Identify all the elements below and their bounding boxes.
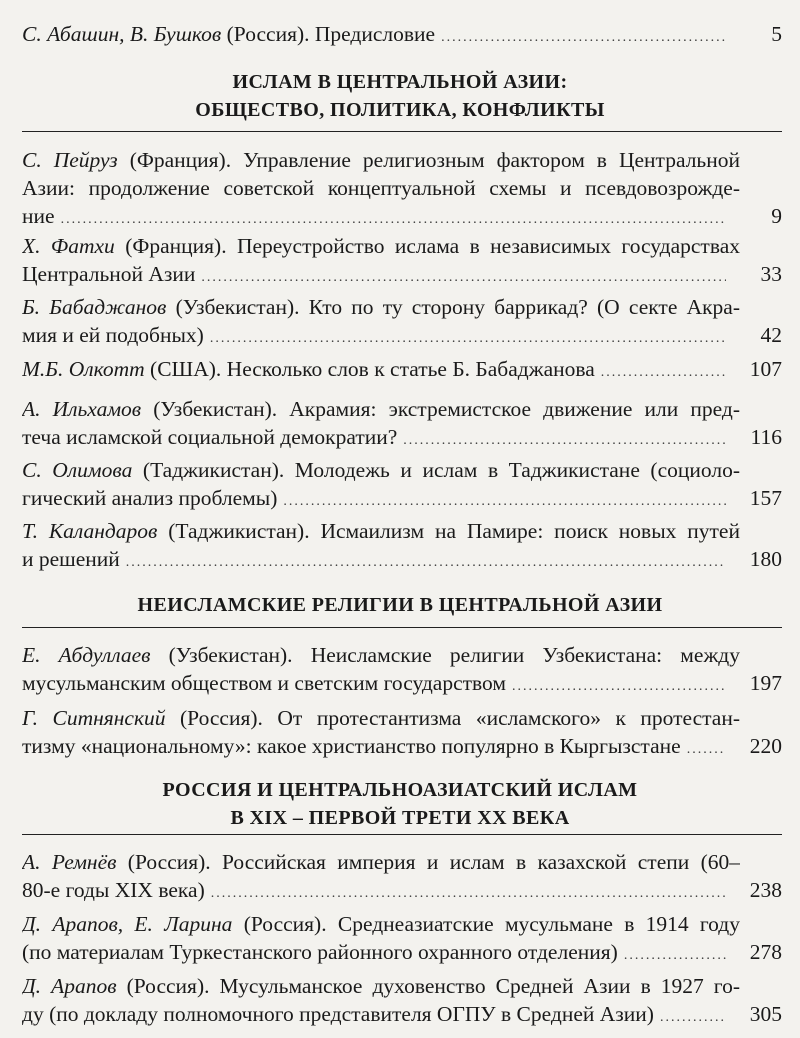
section-title-line2: В XIX – ПЕРВОЙ ТРЕТИ XX ВЕКА [230,807,570,829]
toc-entry [22,146,782,230]
dot-leader [441,24,726,48]
entry-title: (США). Несколько слов к статье Б. Бабаджанова [144,357,595,381]
dot-leader [687,736,726,760]
page-number: 305 [749,1002,782,1026]
section-title-line1: НЕИСЛАМСКИЕ РЕЛИГИИ В ЦЕНТРАЛЬНОЙ АЗИИ [137,594,663,616]
toc-line [22,355,782,383]
toc-line: гический анализ проблемы) ..... 157 [22,484,782,512]
page-number: 116 [750,425,782,449]
entry-title: (Франция). Управление религиозным фактором в Центральной [117,148,740,172]
page-number: 157 [749,486,782,510]
section-title-line1: РОССИЯ И ЦЕНТРАЛЬНОАЗИАТСКИЙ ИСЛАМ [162,779,638,801]
entry-author: Б. Бабаджанов [22,295,167,319]
entry-title: (Россия). Российская империя и ислам в казахской степи (60– [116,850,740,874]
toc-entry [22,910,782,966]
entry-author: Г. Ситнянский [22,706,166,730]
toc-line: и решений ..... 180 [22,545,782,573]
entry-author: М.Б. Олкотт [22,357,145,381]
entry-title: (Узбекистан). Неисламские религии Узбекистана: между [150,643,740,667]
entry-title: (Таджикистан). Исмаилизм на Памире: поиск новых путей [157,519,740,543]
toc-line: мия и ей подобных) ..... 42 [22,321,782,349]
toc-entry [22,972,782,1028]
toc-line [22,20,782,48]
toc-line: Азии: продолжение советской концептуальной схемы и псевдовозрожде- [22,176,740,200]
section-heading-islam [0,68,800,124]
toc-line: мусульманским обществом и светским государством ..... 197 [22,669,782,697]
toc-line: ду (по докладу полномочного представителя ОГПУ в Средней Азии) ..... 305 [22,1000,782,1028]
toc-line [22,641,740,669]
dot-leader [660,1004,726,1028]
toc-entry [22,395,782,451]
dot-leader [126,549,726,573]
dot-leader [210,325,726,349]
entry-author: А. Ильхамов [22,397,142,421]
entry-title: (Узбекистан). Акрамия: экстремистское движение или пред- [141,397,740,421]
entry-title: (Россия). Предисловие [221,22,436,46]
page-number: 5 [771,22,782,46]
dot-leader [512,673,726,697]
dot-leader [403,427,726,451]
toc-line [22,517,740,545]
dot-leader [61,206,726,230]
page-number: 278 [749,940,782,964]
entry-author: Д. Арапов [22,974,117,998]
dot-leader [601,359,726,383]
toc-line [22,395,740,423]
entry-author: С. Олимова [22,458,133,482]
entry-title: (Россия). Среднеазиатские мусульмане в 1914 году [232,912,740,936]
toc-line [22,232,740,260]
toc-line [22,146,740,174]
section-title-line2: ОБЩЕСТВО, ПОЛИТИКА, КОНФЛИКТЫ [195,99,605,121]
toc-line [22,910,740,938]
entry-author: Х. Фатхи [22,234,115,258]
page-number: 107 [749,357,782,381]
toc-line [22,972,740,1000]
toc-line: тизму «национальному»: какое христианство популярно в Кыргызстане ..... 220 [22,732,782,760]
toc-line [22,848,740,876]
toc-line [22,704,740,732]
page-number: 9 [771,204,782,228]
toc-entry [22,355,782,383]
page-number: 197 [749,671,782,695]
entry-author: С. Пейруз [22,148,118,172]
entry-title: (Россия). От протестантизма «исламского» к протестан- [165,706,740,730]
entry-author: Д. Арапов, Е. Ларина [22,912,233,936]
toc-line: 80-е годы XIX века) ..... 238 [22,876,782,904]
toc-entry [22,293,782,349]
page-number: 238 [749,878,782,902]
toc-entry [22,641,782,697]
dot-leader [624,942,726,966]
toc-line: теча исламской социальной демократии? ..... 116 [22,423,782,451]
section-heading-non-islamic [0,591,800,619]
section-divider [22,627,782,628]
entry-title: (Таджикистан). Молодежь и ислам в Таджикистане (социоло- [132,458,740,482]
toc-line: Центральной Азии ..... 33 [22,260,782,288]
toc-line [22,456,740,484]
page-number: 42 [760,323,782,347]
entry-title: (Франция). Переустройство ислама в независимых государствах [114,234,740,258]
section-heading-russia [0,776,800,832]
toc-entry [22,232,782,288]
entry-author: Т. Каландаров [22,519,158,543]
dot-leader [201,264,726,288]
entry-title: (Россия). Мусульманское духовенство Средней Азии в 1927 го- [116,974,740,998]
toc-entry [22,848,782,904]
entry-author: С. Абашин, В. Бушков [22,22,222,46]
section-divider [22,834,782,835]
toc-line [22,293,740,321]
entry-author: Е. Абдуллаев [22,643,151,667]
toc-entry [22,456,782,512]
page-number: 180 [749,547,782,571]
toc-line: ние ..... 9 [22,202,782,230]
entry-author: А. Ремнёв [22,850,117,874]
dot-leader [283,488,726,512]
section-title-line1: ИСЛАМ В ЦЕНТРАЛЬНОЙ АЗИИ: [232,71,568,93]
entry-title: (Узбекистан). Кто по ту сторону баррикад? (О секте Акра- [166,295,740,319]
toc-entry [22,704,782,760]
toc-line: (по материалам Туркестанского районного охранного отделения) ..... 278 [22,938,782,966]
page-number: 220 [749,734,782,758]
toc-entry-preface [22,20,782,48]
section-divider [22,131,782,132]
dot-leader [211,880,726,904]
page-number: 33 [760,262,782,286]
toc-entry [22,517,782,573]
